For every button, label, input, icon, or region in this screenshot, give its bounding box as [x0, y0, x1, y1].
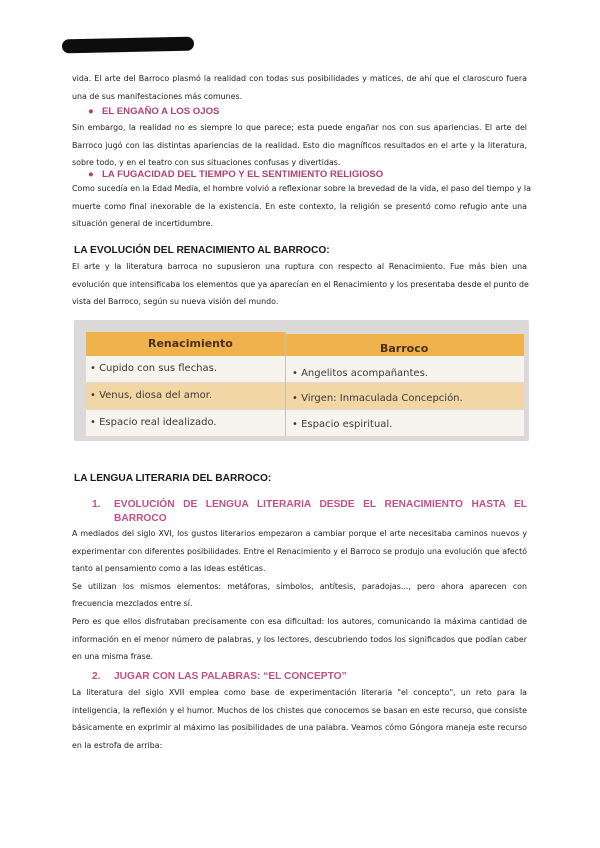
redaction-mark: [62, 37, 194, 54]
text-line: información en el menor número de palabras, y los lectores, descubriendo todos los significados que podían caber: [72, 634, 527, 644]
comparison-table: [74, 320, 529, 441]
text-line: La literatura del siglo XVII emplea como base de experimentación literaria "el concepto", un reto para la: [72, 688, 527, 697]
subsection-title-line: JUGAR CON LAS PALABRAS: “EL CONCEPTO”: [114, 671, 347, 682]
text-line: El arte y la literatura barroca no supusieron una ruptura con respecto al Renacimiento. Fue más bien una: [72, 262, 527, 271]
bullet-icon: ●: [88, 106, 94, 117]
lengua-paragraph-1: [72, 525, 527, 666]
section-title-fugacidad: ● LA FUGACIDAD DEL TIEMPO Y EL SENTIMIENTO RELIGIOSO: [88, 169, 384, 180]
subsection-number: 2.: [92, 671, 101, 682]
engano-paragraph: [72, 119, 527, 172]
text-line: vista del Barroco, según su nueva visión del mundo.: [72, 297, 279, 307]
text-line: en la estrofa de arriba:: [72, 740, 163, 750]
text-line: vida. El arte del Barroco plasmó la realidad con todas sus posibilidades y matices, de ahí que el claroscuro fuera: [72, 74, 527, 83]
lengua-paragraph-2: [72, 684, 527, 754]
text-line: sobre todo, y en el teatro con sus situaciones confusas y divertidas.: [72, 158, 341, 168]
subsection-title-concepto: [92, 670, 347, 684]
table-cell: • Angelitos acompañantes.: [292, 368, 428, 379]
section-title-engano: ● EL ENGAÑO A LOS OJOS: [88, 106, 220, 117]
text-line: una de sus manifestaciones más comunes.: [72, 91, 243, 101]
subsection-title-evolucion: [92, 498, 527, 526]
table-cell: • Cupido con sus flechas.: [90, 363, 218, 374]
table-cell: • Espacio real idealizado.: [90, 417, 217, 428]
text-line: tanto al pensamiento como a las ideas estéticas.: [72, 564, 266, 574]
text-line: Sin embargo, la realidad no es siempre lo que parece; esta puede engañar nos con sus apariencias. El arte del: [72, 123, 527, 132]
text-line: básicamente en exprimir al máximo las posibilidades de una palabra. Veamos cómo Góngora maneja este recurso: [72, 723, 527, 733]
text-line: inteligencia, la reflexión y el humor. Muchos de los chistes que conocemos se basan en este recurso, que consiste: [72, 705, 527, 715]
table-divider: [285, 356, 286, 436]
text-line: Como sucedía en la Edad Media, el hombre volvió a reflexionar sobre la brevedad de la vida, el paso del tiempo y la: [72, 184, 531, 193]
text-line: muerte como final inexorable de la existencia. En este contexto, la religión se presentó como refugio ante una: [72, 201, 527, 211]
text-line: evolución que intensificaba los elementos que ya aparecían en el Renacimiento y los presentaba desde el punto de: [72, 279, 529, 289]
table-cell: • Espacio espiritual.: [292, 419, 393, 430]
text-line: Se utilizan los mismos elementos: metáforas, símbolos, antítesis, paradojas..., pero ahora aparecen con: [72, 581, 527, 591]
intro-paragraph: [72, 70, 527, 105]
text-line: frecuencia mezclados entre sí.: [72, 599, 193, 609]
table-cell: • Venus, diosa del amor.: [90, 390, 213, 401]
evolucion-paragraph: [72, 258, 527, 311]
text-line: Pero es que ellos disfrutaban precisamente con esa dificultad: los autores, comunicando la máxima cantidad de: [72, 616, 527, 626]
text-line: Barroco jugó con las distintas apariencias de la realidad. Esto dio magníficos resultados en el arte y la literatura,: [72, 140, 527, 150]
table-header-barroco: Barroco: [380, 342, 429, 355]
table-cell: • Virgen: Inmaculada Concepción.: [292, 393, 463, 404]
text-line: experimentar con diferentes posibilidades. Entre el Renacimiento y el Barroco se produjo una evolución que afectó: [72, 546, 527, 556]
text-line: A mediados del siglo XVI, los gustos literarios empezaron a cambiar porque el arte necesitaba caminos nuevos y: [72, 529, 527, 538]
heading-evolucion: LA EVOLUCIÓN DEL RENACIMIENTO AL BARROCO:: [74, 245, 330, 256]
subsection-title-line: EVOLUCIÓN DE LENGUA LITERARIA DESDE EL RENACIMIENTO HASTA EL: [114, 499, 527, 510]
fugacidad-paragraph: [72, 180, 531, 233]
subsection-number: 1.: [92, 499, 101, 510]
table-header-renacimiento: Renacimiento: [148, 337, 233, 350]
heading-lengua: LA LENGUA LITERARIA DEL BARROCO:: [74, 473, 272, 484]
text-line: en una misma frase.: [72, 652, 154, 662]
text-line: situación general de incertidumbre.: [72, 219, 214, 229]
bullet-icon: ●: [88, 169, 94, 180]
subsection-title-line: BARROCO: [114, 513, 167, 524]
